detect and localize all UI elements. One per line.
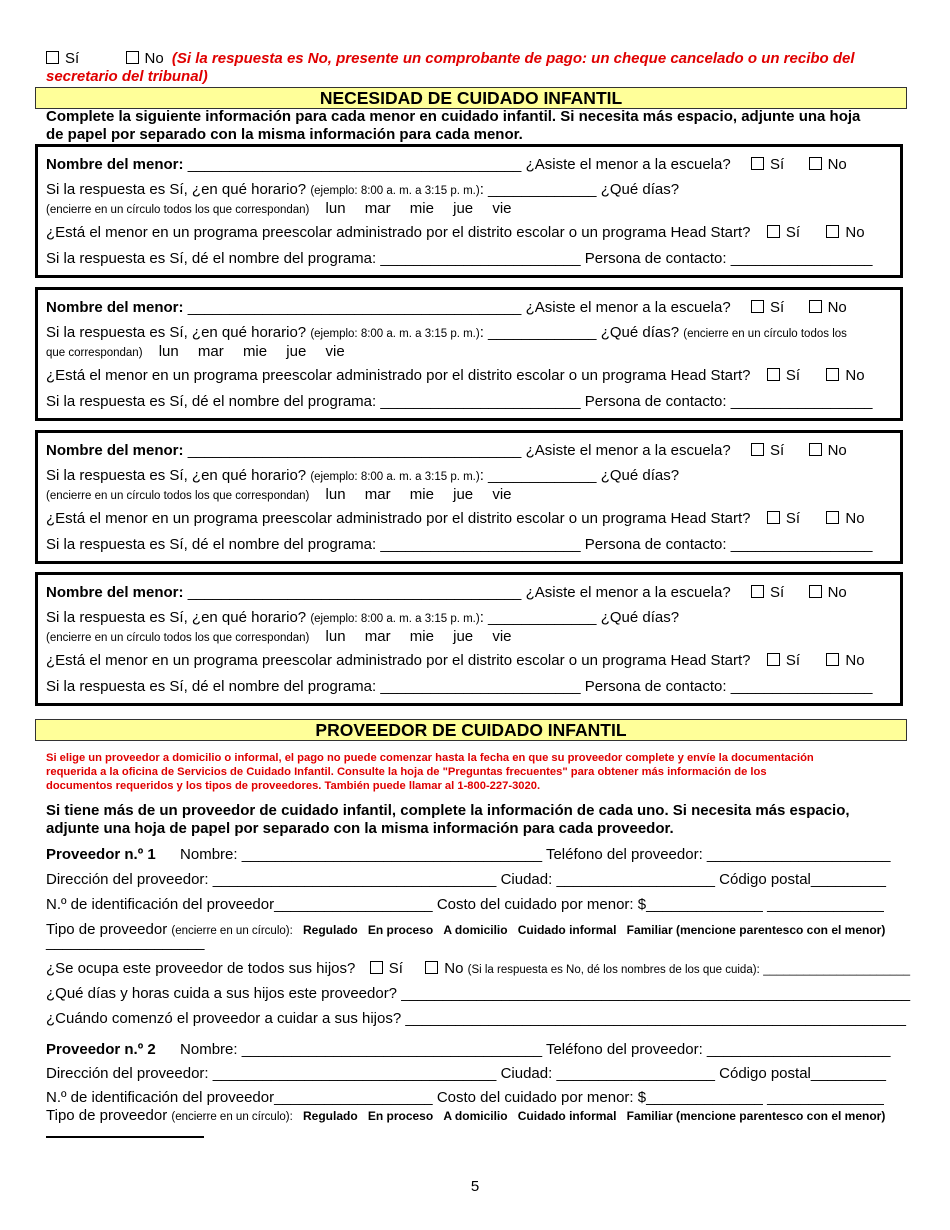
- day-jue[interactable]: jue: [453, 628, 474, 645]
- type-regulado[interactable]: Regulado: [302, 923, 358, 937]
- schedule-row: [46, 181, 679, 198]
- provider1-all-no-checkbox[interactable]: [425, 961, 438, 974]
- type-familiar[interactable]: Familiar (mencione parentesco con el menor): [626, 1109, 886, 1123]
- child-name-label: Nombre del menor:: [46, 156, 184, 173]
- provider1-title: Proveedor n.º 1: [46, 846, 156, 863]
- preschool-yes-checkbox[interactable]: [767, 511, 780, 524]
- provider1-children-names-input[interactable]: : ______________________: [756, 962, 911, 976]
- school-no-label: No: [827, 442, 847, 459]
- child-name-row: [46, 299, 847, 316]
- day-vie[interactable]: vie: [492, 628, 512, 645]
- contact-label: Persona de contacto:: [584, 250, 727, 267]
- provider1-start-input[interactable]: ____________________________________________________________: [405, 1010, 906, 1027]
- preschool-row: [46, 224, 865, 241]
- preschool-no-label: No: [845, 367, 865, 384]
- provider2-cost-label: Costo del cuidado por menor: $: [436, 1089, 647, 1106]
- type-en-proceso[interactable]: En proceso: [367, 1109, 434, 1123]
- provider2-name-label: Nombre:: [180, 1041, 238, 1058]
- schedule-input[interactable]: : _____________: [479, 467, 597, 484]
- day-jue[interactable]: jue: [453, 200, 474, 217]
- provider2-address-input[interactable]: __________________________________: [212, 1065, 497, 1082]
- preschool-yes-label: Sí: [785, 224, 801, 241]
- day-jue[interactable]: jue: [453, 486, 474, 503]
- school-no-label: No: [827, 584, 847, 601]
- child-name-input[interactable]: ________________________________________: [187, 442, 522, 459]
- provider2-cost-input[interactable]: ______________ ______________: [646, 1089, 884, 1106]
- day-mar[interactable]: mar: [364, 628, 391, 645]
- contact-label: Persona de contacto:: [584, 393, 727, 410]
- day-lun[interactable]: lun: [325, 200, 346, 217]
- provider1-all-children-row: [46, 960, 910, 977]
- provider1-address-input[interactable]: __________________________________: [212, 871, 497, 888]
- schedule-input[interactable]: : _____________: [479, 609, 597, 626]
- provider2-id-input[interactable]: ___________________: [274, 1089, 433, 1106]
- provider1-zip-label: Código postal: [719, 871, 811, 888]
- child-name-label: Nombre del menor:: [46, 442, 184, 459]
- provider1-address-label: Dirección del proveedor:: [46, 871, 209, 888]
- program-row: [46, 678, 873, 695]
- schedule-row: [46, 609, 679, 626]
- provider2-type-row: [46, 1107, 885, 1124]
- schedule-question: Si la respuesta es Sí, ¿en qué horario?: [46, 324, 307, 341]
- school-yes-checkbox[interactable]: [751, 585, 764, 598]
- child-name-row: [46, 156, 847, 173]
- circle-note-continued: que correspondan): [46, 347, 143, 359]
- day-mie[interactable]: mie: [409, 486, 434, 503]
- schedule-example: (ejemplo: 8:00 a. m. a 3:15 p. m.): [310, 328, 480, 340]
- day-jue[interactable]: jue: [286, 343, 307, 360]
- days-question: ¿Qué días?: [600, 467, 680, 484]
- provider2-address-row: [46, 1065, 886, 1082]
- child-name-input[interactable]: ________________________________________: [187, 584, 522, 601]
- childcare-need-intro-1: Complete la siguiente información para cada menor en cuidado infantil. Si necesita más espacio, adjunte una hoja: [46, 108, 861, 125]
- school-no-checkbox[interactable]: [809, 157, 822, 170]
- top-answer-row: [46, 50, 855, 67]
- program-input[interactable]: ________________________: [380, 393, 581, 410]
- day-lun[interactable]: lun: [325, 486, 346, 503]
- school-question: ¿Asiste el menor a la escuela?: [525, 442, 731, 459]
- school-question: ¿Asiste el menor a la escuela?: [525, 584, 731, 601]
- preschool-question: ¿Está el menor en un programa preescolar administrado por el distrito escolar o un programa Head Start?: [46, 510, 751, 527]
- child-name-input[interactable]: ________________________________________: [187, 299, 522, 316]
- school-no-checkbox[interactable]: [809, 300, 822, 313]
- provider2-city-input[interactable]: ___________________: [556, 1065, 715, 1082]
- program-label: Si la respuesta es Sí, dé el nombre del programa:: [46, 250, 377, 267]
- schedule-example: (ejemplo: 8:00 a. m. a 3:15 p. m.): [310, 613, 480, 625]
- child-name-label: Nombre del menor:: [46, 584, 184, 601]
- provider-intro-1: Si tiene más de un proveedor de cuidado infantil, complete la información de cada uno. Si necesita más espacio,: [46, 802, 850, 819]
- type-regulado[interactable]: Regulado: [302, 1109, 358, 1123]
- provider2-phone-label: Teléfono del proveedor:: [545, 1041, 703, 1058]
- day-mie[interactable]: mie: [409, 200, 434, 217]
- top-no-label: No: [144, 50, 164, 67]
- schedule-question: Si la respuesta es Sí, ¿en qué horario?: [46, 467, 307, 484]
- program-row: [46, 393, 873, 410]
- school-yes-label: Sí: [770, 584, 785, 601]
- program-input[interactable]: ________________________: [380, 536, 581, 553]
- type-a-domicilio[interactable]: A domicilio: [443, 1109, 508, 1123]
- school-no-label: No: [827, 299, 847, 316]
- circle-note: (encierre en un círculo todos los que correspondan): [46, 632, 310, 644]
- top-note-continued: secretario del tribunal): [46, 68, 208, 85]
- type-cuidado-informal[interactable]: Cuidado informal: [517, 1109, 617, 1123]
- program-row: [46, 536, 873, 553]
- provider2-type-relationship-input[interactable]: [46, 1136, 204, 1138]
- day-mie[interactable]: mie: [409, 628, 434, 645]
- preschool-question: ¿Está el menor en un programa preescolar administrado por el distrito escolar o un programa Head Start?: [46, 224, 751, 241]
- day-vie[interactable]: vie: [325, 343, 345, 360]
- school-no-label: No: [827, 156, 847, 173]
- school-yes-checkbox[interactable]: [751, 443, 764, 456]
- school-question: ¿Asiste el menor a la escuela?: [525, 299, 731, 316]
- provider1-type-note: (encierre en un círculo):: [171, 925, 293, 937]
- days-row: [46, 343, 360, 360]
- provider1-zip-input[interactable]: _________: [810, 871, 886, 888]
- circle-note: (encierre en un círculo todos los: [683, 328, 847, 340]
- provider-header: PROVEEDOR DE CUIDADO INFANTIL: [35, 719, 907, 741]
- schedule-row: [46, 324, 847, 341]
- preschool-yes-checkbox[interactable]: [767, 653, 780, 666]
- schedule-input[interactable]: : _____________: [479, 181, 597, 198]
- child-name-row: [46, 584, 847, 601]
- preschool-yes-checkbox[interactable]: [767, 225, 780, 238]
- provider1-all-yes-checkbox[interactable]: [370, 961, 383, 974]
- school-yes-checkbox[interactable]: [751, 157, 764, 170]
- child-block: [35, 572, 903, 706]
- circle-note: (encierre en un círculo todos los que correspondan): [46, 204, 310, 216]
- provider1-id-row: [46, 896, 884, 913]
- preschool-yes-checkbox[interactable]: [767, 368, 780, 381]
- provider-warning-1: Si elige un proveedor a domicilio o informal, el pago no puede comenzar hasta la fecha en que su proveedor complete y envíe la documentación: [46, 752, 814, 764]
- program-input[interactable]: ________________________: [380, 250, 581, 267]
- school-no-checkbox[interactable]: [809, 585, 822, 598]
- school-no-checkbox[interactable]: [809, 443, 822, 456]
- schedule-row: [46, 467, 679, 484]
- school-yes-label: Sí: [770, 156, 785, 173]
- provider1-city-input[interactable]: ___________________: [556, 871, 715, 888]
- preschool-no-checkbox[interactable]: [826, 653, 839, 666]
- days-row: [46, 486, 527, 503]
- provider1-name-label: Nombre:: [180, 846, 238, 863]
- preschool-row: [46, 367, 865, 384]
- page-number: 5: [470, 1178, 480, 1195]
- provider2-address-label: Dirección del proveedor:: [46, 1065, 209, 1082]
- day-mar[interactable]: mar: [364, 200, 391, 217]
- school-question: ¿Asiste el menor a la escuela?: [525, 156, 731, 173]
- provider1-phone-label: Teléfono del proveedor:: [545, 846, 703, 863]
- type-a-domicilio[interactable]: A domicilio: [443, 923, 508, 937]
- preschool-no-label: No: [845, 652, 865, 669]
- days-row: [46, 200, 527, 217]
- days-row: [46, 628, 527, 645]
- provider2-id-label: N.º de identificación del proveedor: [46, 1089, 275, 1106]
- provider1-phone-input[interactable]: ______________________: [706, 846, 891, 863]
- type-cuidado-informal[interactable]: Cuidado informal: [517, 923, 617, 937]
- type-en-proceso[interactable]: En proceso: [367, 923, 434, 937]
- provider1-name-input[interactable]: ____________________________________: [241, 846, 543, 863]
- provider1-days-hours-question: ¿Qué días y horas cuida a sus hijos este proveedor?: [46, 985, 398, 1002]
- days-question: ¿Qué días?: [600, 609, 680, 626]
- child-name-input[interactable]: ________________________________________: [187, 156, 522, 173]
- contact-input[interactable]: _________________: [730, 250, 873, 267]
- provider2-zip-input[interactable]: _________: [810, 1065, 886, 1082]
- provider1-type-label: Tipo de proveedor: [46, 921, 168, 938]
- preschool-yes-label: Sí: [785, 367, 801, 384]
- childcare-need-header: NECESIDAD DE CUIDADO INFANTIL: [35, 87, 907, 109]
- provider2-id-row: [46, 1089, 884, 1106]
- day-lun[interactable]: lun: [158, 343, 179, 360]
- provider-warning-2: requerida a la oficina de Servicios de Cuidado Infantil. Consulte la hoja de "Preguntas frecuentes" para obtener más información de los: [46, 766, 767, 778]
- contact-label: Persona de contacto:: [584, 678, 727, 695]
- preschool-yes-label: Sí: [785, 652, 801, 669]
- preschool-no-checkbox[interactable]: [826, 511, 839, 524]
- provider2-title: Proveedor n.º 2: [46, 1041, 156, 1058]
- provider1-all-children-question: ¿Se ocupa este proveedor de todos sus hijos?: [46, 960, 356, 977]
- program-row: [46, 250, 873, 267]
- day-vie[interactable]: vie: [492, 486, 512, 503]
- day-mie[interactable]: mie: [242, 343, 268, 360]
- schedule-question: Si la respuesta es Sí, ¿en qué horario?: [46, 609, 307, 626]
- provider1-cost-label: Costo del cuidado por menor: $: [436, 896, 647, 913]
- contact-input[interactable]: _________________: [730, 536, 873, 553]
- contact-input[interactable]: _________________: [730, 678, 873, 695]
- provider1-all-yes-label: Sí: [388, 960, 403, 977]
- provider1-id-label: N.º de identificación del proveedor: [46, 896, 275, 913]
- provider2-city-label: Ciudad:: [500, 1065, 553, 1082]
- provider-warning-3: documentos requeridos y los tipos de proveedores. También puede llamar al 1-800-227-3020.: [46, 780, 541, 792]
- provider1-address-row: [46, 871, 886, 888]
- preschool-no-label: No: [845, 224, 865, 241]
- provider1-type-relationship-input[interactable]: ___________________: [46, 934, 205, 951]
- day-mar[interactable]: mar: [197, 343, 224, 360]
- preschool-question: ¿Está el menor en un programa preescolar administrado por el distrito escolar o un programa Head Start?: [46, 652, 751, 669]
- top-yes-label: Sí: [65, 50, 80, 67]
- provider1-days-hours-input[interactable]: _____________________________________________________________: [401, 985, 911, 1002]
- school-yes-label: Sí: [770, 299, 785, 316]
- preschool-yes-label: Sí: [785, 510, 801, 527]
- childcare-need-intro-2: de papel por separado con la misma información para cada menor.: [46, 126, 523, 143]
- provider2-name-input[interactable]: ____________________________________: [241, 1041, 543, 1058]
- days-question: ¿Qué días?: [600, 324, 680, 341]
- provider1-days-hours-row: [46, 985, 910, 1002]
- preschool-no-checkbox[interactable]: [826, 225, 839, 238]
- provider2-type-label: Tipo de proveedor: [46, 1107, 168, 1124]
- preschool-question: ¿Está el menor en un programa preescolar administrado por el distrito escolar o un programa Head Start?: [46, 367, 751, 384]
- day-mar[interactable]: mar: [364, 486, 391, 503]
- preschool-no-label: No: [845, 510, 865, 527]
- provider1-all-children-note: (Si la respuesta es No, dé los nombres de los que cuida): [467, 964, 757, 976]
- provider-intro-2: adjunte una hoja de papel por separado con la misma información para cada proveedor.: [46, 820, 674, 837]
- child-block: [35, 430, 903, 564]
- child-block: [35, 287, 903, 421]
- contact-input[interactable]: _________________: [730, 393, 873, 410]
- school-yes-checkbox[interactable]: [751, 300, 764, 313]
- days-question: ¿Qué días?: [600, 181, 680, 198]
- provider1-city-label: Ciudad:: [500, 871, 553, 888]
- child-block: [35, 144, 903, 278]
- preschool-row: [46, 510, 865, 527]
- top-yes-checkbox[interactable]: [46, 51, 59, 64]
- type-familiar[interactable]: Familiar (mencione parentesco con el menor): [626, 923, 886, 937]
- preschool-row: [46, 652, 865, 669]
- program-label: Si la respuesta es Sí, dé el nombre del programa:: [46, 393, 377, 410]
- top-note: (Si la respuesta es No, presente un comprobante de pago: un cheque cancelado o un recibo del: [171, 50, 855, 67]
- provider2-name-row: [46, 1041, 890, 1058]
- program-label: Si la respuesta es Sí, dé el nombre del programa:: [46, 536, 377, 553]
- provider2-phone-input[interactable]: ______________________: [706, 1041, 891, 1058]
- schedule-example: (ejemplo: 8:00 a. m. a 3:15 p. m.): [310, 185, 480, 197]
- provider1-start-row: [46, 1010, 906, 1027]
- contact-label: Persona de contacto:: [584, 536, 727, 553]
- program-input[interactable]: ________________________: [380, 678, 581, 695]
- top-no-checkbox[interactable]: [126, 51, 139, 64]
- provider1-id-input[interactable]: ___________________: [274, 896, 433, 913]
- day-vie[interactable]: vie: [492, 200, 512, 217]
- circle-note: (encierre en un círculo todos los que correspondan): [46, 490, 310, 502]
- provider1-cost-input[interactable]: ______________ ______________: [646, 896, 884, 913]
- schedule-example: (ejemplo: 8:00 a. m. a 3:15 p. m.): [310, 471, 480, 483]
- provider2-zip-label: Código postal: [719, 1065, 811, 1082]
- provider1-start-question: ¿Cuándo comenzó el proveedor a cuidar a sus hijos?: [46, 1010, 402, 1027]
- schedule-input[interactable]: : _____________: [479, 324, 597, 341]
- child-name-row: [46, 442, 847, 459]
- program-label: Si la respuesta es Sí, dé el nombre del programa:: [46, 678, 377, 695]
- schedule-question: Si la respuesta es Sí, ¿en qué horario?: [46, 181, 307, 198]
- provider1-name-row: [46, 846, 890, 863]
- provider1-all-no-label: No: [444, 960, 464, 977]
- school-yes-label: Sí: [770, 442, 785, 459]
- provider2-type-note: (encierre en un círculo):: [171, 1111, 293, 1123]
- preschool-no-checkbox[interactable]: [826, 368, 839, 381]
- child-name-label: Nombre del menor:: [46, 299, 184, 316]
- day-lun[interactable]: lun: [325, 628, 346, 645]
